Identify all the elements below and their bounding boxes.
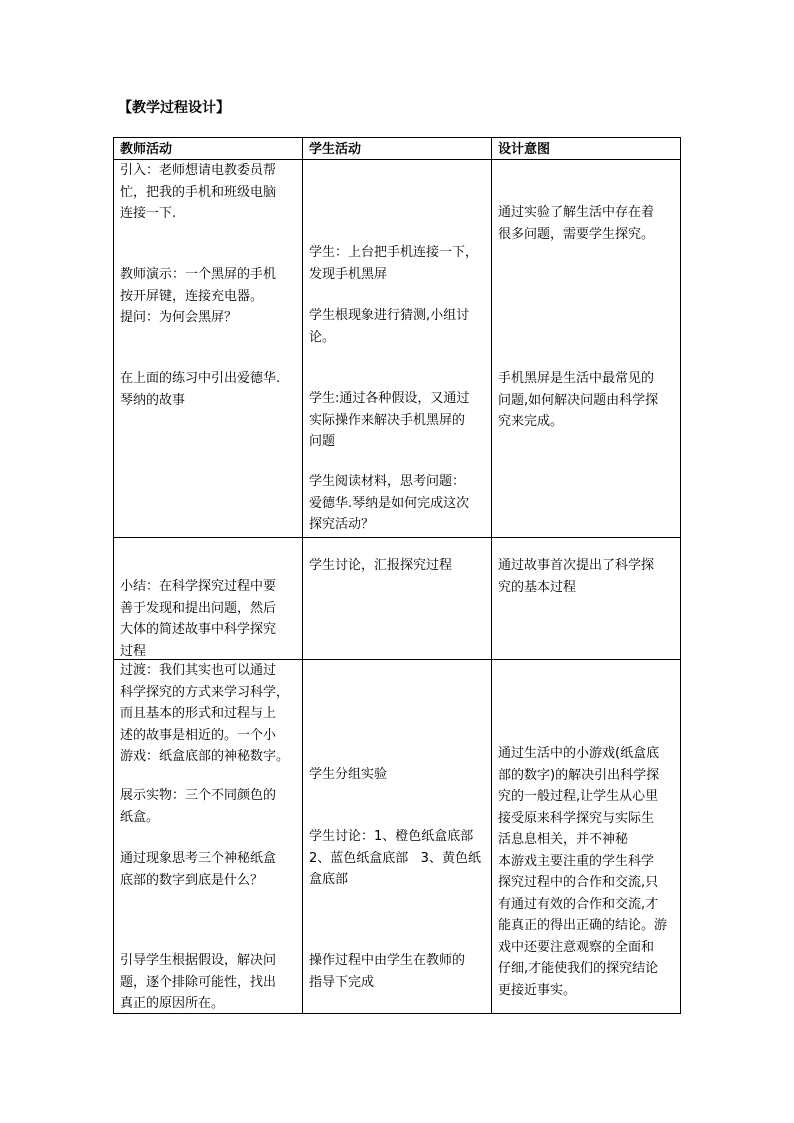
row3-intent: 通过生活中的小游戏(纸盒底 部的数字)的解决引出科学探 究的一般过程,让学生从心里 接受原来科学探究与实际生 活息息相关，并不神秘 本游戏主要注重的学生科学 探究过程中的合作和交流,只 有通过有效的合作和交流,才 能真正的得出正确的结论。游 戏中还要注意观察的全面和 仔细,才能使我们的探究结论 更接近事实。 [498,746,668,998]
row1-intent-1: 通过实验了解生活中存在着 很多问题，需要学生探究。 [498,205,655,242]
row3-teacher-observe: 通过现象思考三个神秘纸盒 底部的数字到底是什么？ [120,851,277,888]
row1-student-read: 学生阅读材料，思考问题： 爱德华.琴纳是如何完成这次 探究活动？ [309,474,470,532]
row2-teacher-summary: 小结：在科学探究过程中要 善于发现和提出问题，然后 大体的简述故事中科学探究 过程 [120,579,277,659]
row3-teacher-show: 展示实物：三个不同颜色的 纸盒。 [120,788,277,825]
row1-teacher-demo: 教师演示：一个黑屏的手机 按开屏键，连接充电器。 提问：为何会黑屏？ [120,267,277,325]
header-student-activity: 学生活动 [309,142,362,157]
row1-teacher-story: 在上面的练习中引出爱德华. 琴纳的故事 [120,371,281,408]
row2-student-report: 学生讨论，汇报探究过程 [309,558,453,573]
row3-student-operate: 操作过程中由学生在教师的 指导下完成 [309,953,466,990]
row3-teacher-transition: 过渡：我们其实也可以通过 科学探究的方式来学习科学， 而且基本的形式和过程与上 述的故事是相近的。一个小 游戏：纸盒底部的神秘数字。 [120,663,290,764]
row3-student-discuss: 学生讨论：1、橙色纸盒底部 2、蓝色纸盒底部 3、黄色纸 盒底部 [309,829,481,887]
row1-student-connect: 学生：上台把手机连接一下， 发现手机黑屏 [309,245,479,282]
row1-teacher-intro: 引入：老师想请电教委员帮 忙，把我的手机和班级电脑 连接一下. [120,163,277,221]
row1-student-guess: 学生根现象进行猜测,小组讨 论。 [309,308,470,345]
row1-student-verify: 学生:通过各种假设，又通过 实际操作来解决手机黑屏的 问题 [309,391,470,449]
section-heading: 【教学过程设计】 [118,100,230,116]
row1-intent-2: 手机黑屏是生活中最常见的 问题,如何解决问题由科学探 究来完成。 [498,371,659,429]
header-design-intent: 设计意图 [498,142,551,157]
header-teacher-activity: 教师活动 [120,142,173,157]
row3-teacher-guide: 引导学生根据假设，解决问 题，逐个排除可能性，找出 真正的原因所在。 [120,953,277,1011]
row2-intent: 通过故事首次提出了科学探 究的基本过程 [498,558,655,595]
row3-student-group: 学生分组实验 [309,767,388,782]
